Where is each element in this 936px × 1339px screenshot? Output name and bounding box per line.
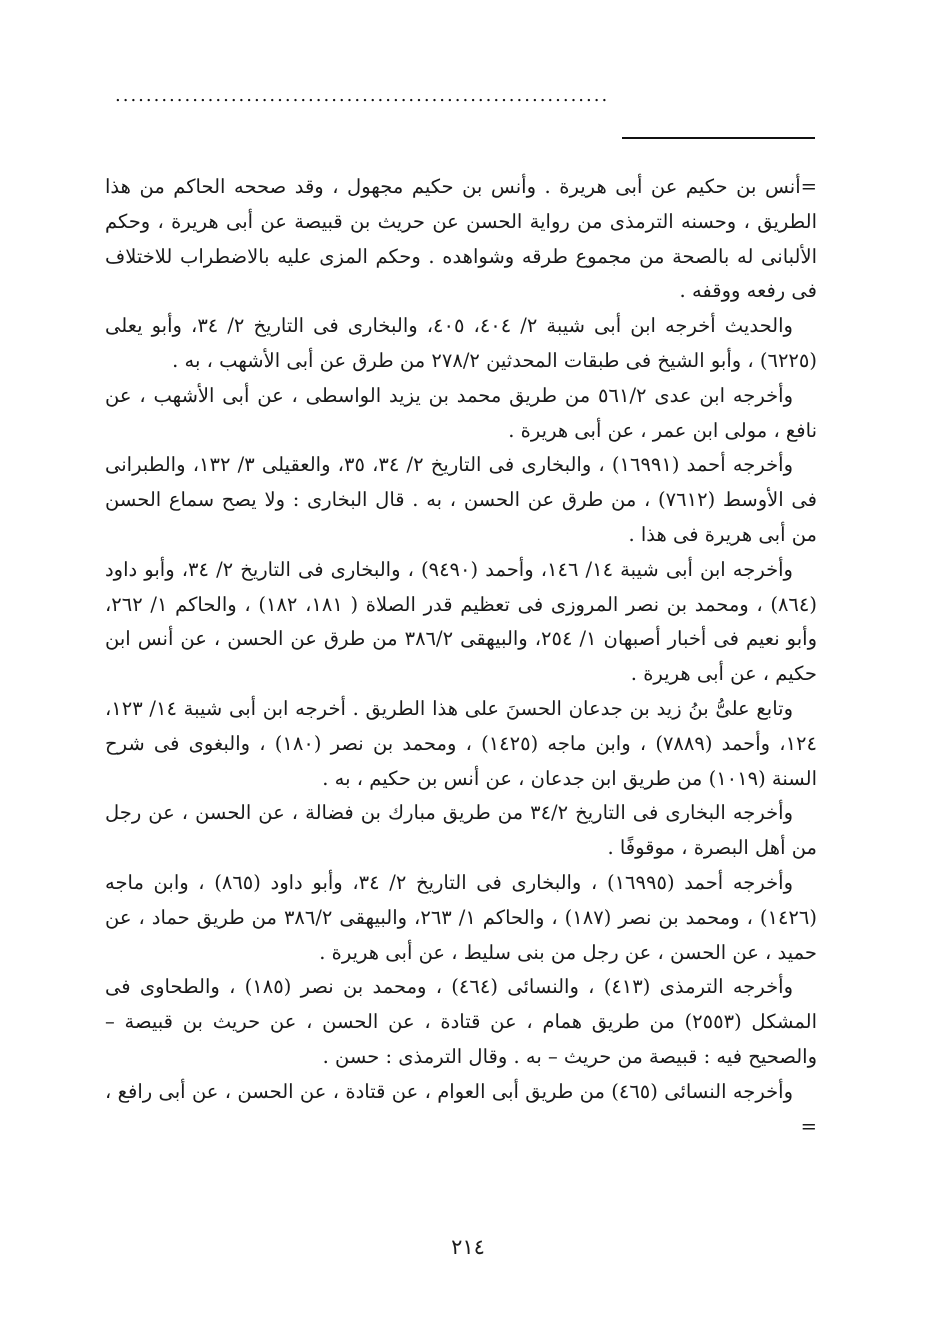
footnote-paragraph: والحديث أخرجه ابن أبى شيبة ٢/ ٤٠٤، ٤٠٥، والبخارى فى التاريخ ٢/ ٣٤، وأبو يعلى (٦٢٢٥) ، وأبو الشيخ فى طبقات المحدثين ٢٧٨/٢ من طرق عن أبى الأشهب ، به .	[105, 314, 817, 372]
footnote-paragraph: وأخرجه أحمد (١٦٩٩١) ، والبخارى فى التاريخ ٢/ ٣٤، ٣٥، والعقيلى ٣/ ١٣٢، والطبرانى فى الأوسط (٧٦١٢) ، من طرق عن الحسن ، به . قال البخارى : ولا يصح سماع الحسن من أبى هريرة فى هذا .	[105, 453, 817, 546]
footnote-paragraph: وتابع علىُّ بنُ زيد بن جدعان الحسنَ على هذا الطريق . أخرجه ابن أبى شيبة ١٤/ ١٢٣، ١٢٤، وأحمد (٧٨٨٩) ، وابن ماجه (١٤٢٥) ، ومحمد بن نصر (١٨٠) ، والبغوى فى شرح السنة (١٠١٩) من طريق ابن جدعان ، عن أنس بن حكيم ، به .	[105, 696, 817, 790]
footnote-paragraph: وأخرجه ابن عدى ٥٦١/٢ من طريق محمد بن يزيد الواسطى ، عن أبى الأشهب ، عن نافع ، مولى ابن عمر ، عن أبى هريرة .	[105, 383, 817, 442]
footnote-paragraph: وأخرجه ابن أبى شيبة ١٤/ ١٤٦، وأحمد (٩٤٩٠) ، والبخارى فى التاريخ ٢/ ٣٤، وأبو داود (٨٦٤) ، ومحمد بن نصر المروزى فى تعظيم قدر الصلاة ( ١٨١، ١٨٢) ، والحاكم ١/ ٢٦٢، وأبو نعيم فى أخبار أصبهان ١/ ٢٥٤، والبيهقى ٣٨٦/٢ من طرق عن الحسن ، عن أنس ابن حكيم ، عن أبى هريرة .	[105, 557, 817, 686]
footnote-paragraph: وأخرجه النسائى (٤٦٥) من طريق أبى العوام ، عن قتادة ، عن الحسن ، عن أبى رافع ، =	[105, 1079, 817, 1138]
footnote-paragraph: وأخرجه الترمذى (٤١٣) ، والنسائى (٤٦٤) ، ومحمد بن نصر (١٨٥) ، والطحاوى فى المشكل (٢٥٥٣) من طريق همام ، عن قتادة ، عن الحسن ، عن حريث بن قبيصة – والصحيح فيه : قبيصة من حريث – به . وقال الترمذى : حسن .	[105, 975, 817, 1068]
footnote-paragraph: وأخرجه البخارى فى التاريخ ٣٤/٢ من طريق مبارك بن فضالة ، عن الحسن ، عن رجل من أهل البصرة ، موقوفًا .	[105, 801, 817, 860]
page-number: ٢١٤	[451, 1235, 485, 1259]
footnote-paragraph: وأخرجه أحمد (١٦٩٩٥) ، والبخارى فى التاريخ ٢/ ٣٤، وأبو داود (٨٦٥) ، وابن ماجه (١٤٢٦) ، ومحمد بن نصر (١٨٧) ، والحاكم ١/ ٢٦٣، والبيهقى ٣٨٦/٢ من طريق حماد ، عن حميد ، عن الحسن ، عن رجل من بنى سليط ، عن أبى هريرة .	[105, 870, 817, 964]
footnote-separator-rule	[622, 137, 815, 139]
footnotes-text-block	[105, 170, 817, 1144]
dot-leader-rule: ................................................................	[115, 85, 610, 106]
footnote-paragraph: =أنس بن حكيم عن أبى هريرة . وأنس بن حكيم مجهول ، وقد صححه الحاكم من هذا الطريق ، وحسنه الترمذى من رواية الحسن عن حريث بن قبيصة عن أبى هريرة ، وحكم الألبانى له بالصحة من مجموع طرقه وشواهده . وحكم المزى عليه بالاضطراب للاختلاف فى رفعه ووقفه .	[105, 175, 817, 303]
